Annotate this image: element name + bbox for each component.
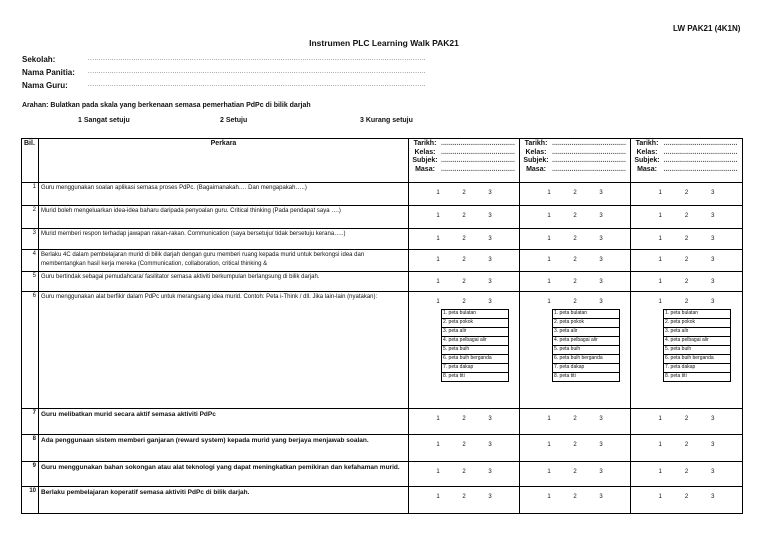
rating-scale <box>633 184 740 196</box>
rating-cell-2 <box>520 292 631 409</box>
rating-cell-2 <box>520 272 631 292</box>
rating-option-1[interactable]: 1 <box>658 299 662 305</box>
rating-scale <box>522 293 628 305</box>
item-number: 4 <box>22 250 39 272</box>
rating-option-3[interactable]: 3 <box>599 299 603 305</box>
obs-class-label: Kelas: <box>636 148 658 156</box>
checklist-item[interactable]: 2. peta pokok <box>664 319 731 328</box>
rating-option-1[interactable]: 1 <box>547 257 551 263</box>
obs-time-label: Masa: <box>637 165 657 173</box>
checklist-item[interactable]: 2. peta pokok <box>553 319 620 328</box>
rating-option-1[interactable]: 1 <box>436 494 440 500</box>
table-row <box>22 229 743 250</box>
rating-scale <box>522 436 628 448</box>
rating-cell-1 <box>409 292 520 409</box>
school-label: Sekolah: <box>22 55 56 64</box>
checklist-item[interactable]: 5. peta buih <box>442 346 509 355</box>
obs-subject-line[interactable]: ...................................... <box>663 157 738 164</box>
rating-scale <box>411 410 517 422</box>
checklist-item[interactable]: 8. peta titi <box>664 373 731 382</box>
checklist-item[interactable]: 7. peta dakap <box>664 364 731 373</box>
rating-option-3[interactable]: 3 <box>599 494 603 500</box>
thinking-map-checklist <box>663 309 731 382</box>
rating-option-3[interactable]: 3 <box>599 190 603 196</box>
rating-option-2[interactable]: 2 <box>573 416 577 422</box>
table-row <box>22 435 743 462</box>
rating-scale <box>411 463 517 475</box>
rating-option-2[interactable]: 2 <box>684 236 689 242</box>
table-row <box>22 183 743 206</box>
teacher-label: Nama Guru: <box>22 81 68 90</box>
rating-option-1[interactable]: 1 <box>436 416 440 422</box>
rating-option-3[interactable]: 3 <box>599 236 603 242</box>
table-header-row <box>22 139 743 183</box>
observation-2-header <box>520 139 631 183</box>
panel-label: Nama Panitia: <box>22 68 75 77</box>
rating-option-2[interactable]: 2 <box>684 213 689 219</box>
checklist-item[interactable]: 1. peta bulatan <box>553 310 620 319</box>
rating-option-2[interactable]: 2 <box>684 494 689 500</box>
scale-label-1: 1 Sangat setuju <box>78 117 130 124</box>
rating-scale <box>633 410 740 422</box>
rating-scale <box>411 436 517 448</box>
rating-option-3[interactable]: 3 <box>711 257 715 263</box>
table-row <box>22 462 743 487</box>
rating-option-2[interactable]: 2 <box>573 190 577 196</box>
rating-option-1[interactable]: 1 <box>658 469 662 475</box>
item-number: 2 <box>22 206 39 229</box>
table-row <box>22 409 743 435</box>
rating-scale <box>411 488 517 500</box>
checklist-item[interactable]: 3. peta alir <box>664 328 731 337</box>
rating-option-3[interactable]: 3 <box>711 213 715 219</box>
obs-class-label: Kelas: <box>414 148 436 156</box>
rating-scale <box>411 207 517 219</box>
item-number: 9 <box>22 462 39 487</box>
rating-option-2[interactable]: 2 <box>462 442 466 448</box>
rating-option-3[interactable]: 3 <box>488 213 492 219</box>
rating-cell-2 <box>520 183 631 206</box>
rating-cell-3 <box>631 487 743 514</box>
item-text: Murid boleh mengeluarkan idea-idea baharu daripada penyoalan guru. Critical thinking (Pada pendapat saya ….) <box>39 206 409 229</box>
rating-cell-3 <box>631 435 743 462</box>
rating-option-1[interactable]: 1 <box>436 257 440 263</box>
rating-option-2[interactable]: 2 <box>462 299 466 305</box>
rating-scale <box>522 463 628 475</box>
rating-cell-1 <box>409 487 520 514</box>
item-number: 10 <box>22 487 39 514</box>
rating-option-3[interactable]: 3 <box>488 279 492 285</box>
rating-option-3[interactable]: 3 <box>488 469 492 475</box>
rating-cell-3 <box>631 183 743 206</box>
rating-option-2[interactable]: 2 <box>462 257 466 263</box>
checklist-item[interactable]: 8. peta titi <box>553 373 620 382</box>
rating-option-3[interactable]: 3 <box>488 416 492 422</box>
rating-option-3[interactable]: 3 <box>711 190 715 196</box>
rating-scale <box>411 273 517 285</box>
rating-option-3[interactable]: 3 <box>711 469 715 475</box>
assessment-table <box>21 138 743 514</box>
rating-option-2[interactable]: 2 <box>684 469 689 475</box>
rating-option-1[interactable]: 1 <box>547 416 551 422</box>
table-row <box>22 250 743 272</box>
rating-scale <box>633 436 740 448</box>
rating-option-1[interactable]: 1 <box>547 442 551 448</box>
rating-cell-1 <box>409 272 520 292</box>
rating-option-1[interactable]: 1 <box>547 190 551 196</box>
rating-cell-3 <box>631 250 743 272</box>
item-number: 6 <box>22 292 39 409</box>
item-text: Murid memberi respon terhadap jawapan rakan-rakan. Communication (saya bersetuju/ tidak bersetuju kerana…..) <box>39 229 409 250</box>
rating-option-1[interactable]: 1 <box>547 213 551 219</box>
instruction-text: Arahan: Bulatkan pada skala yang berkenaan semasa pemerhatian PdPc di bilik darjah <box>22 102 311 109</box>
table-row <box>22 292 743 409</box>
rating-option-2[interactable]: 2 <box>573 469 577 475</box>
checklist-item[interactable]: 6. peta buih berganda <box>664 355 731 364</box>
rating-option-3[interactable]: 3 <box>711 299 715 305</box>
obs-time-line[interactable]: ...................................... <box>663 165 738 173</box>
form-title: Instrumen PLC Learning Walk PAK21 <box>309 38 459 48</box>
item-text: Guru menggunakan bahan sokongan atau alat teknologi yang dapat meningkatkan pemikiran dan kefahaman murid. <box>39 462 409 487</box>
rating-scale <box>633 293 740 305</box>
col-perkara-header: Perkara <box>39 139 409 183</box>
rating-option-3[interactable]: 3 <box>599 279 603 285</box>
obs-date-line[interactable]: ...................................... <box>663 140 738 147</box>
rating-option-2[interactable]: 2 <box>684 190 689 196</box>
checklist-item[interactable]: 4. peta pelbagai alir <box>442 337 509 346</box>
rating-cell-2 <box>520 409 631 435</box>
rating-cell-2 <box>520 206 631 229</box>
item-number: 7 <box>22 409 39 435</box>
checklist-item[interactable]: 3. peta alir <box>442 328 509 337</box>
obs-date-label: Tarikh: <box>413 140 437 147</box>
obs-time-line[interactable]: ...................................... <box>441 165 515 173</box>
rating-option-1[interactable]: 1 <box>436 190 440 196</box>
rating-cell-1 <box>409 435 520 462</box>
observation-1-header <box>409 139 520 183</box>
item-number: 1 <box>22 183 39 206</box>
obs-time-line[interactable]: ...................................... <box>552 165 626 173</box>
rating-cell-2 <box>520 229 631 250</box>
thinking-map-checklist <box>552 309 620 382</box>
rating-option-1[interactable]: 1 <box>547 279 551 285</box>
checklist-item[interactable]: 4. peta pelbagai alir <box>553 337 620 346</box>
obs-subject-line[interactable]: ...................................... <box>552 157 626 164</box>
rating-option-3[interactable]: 3 <box>488 299 492 305</box>
obs-class-label: Kelas: <box>525 148 547 156</box>
rating-option-1[interactable]: 1 <box>658 494 662 500</box>
table-body <box>22 183 743 514</box>
item-text: Ada penggunaan sistem memberi ganjaran (reward system) kepada murid yang berjaya menjawab soalan. <box>39 435 409 462</box>
rating-option-2[interactable]: 2 <box>684 299 689 305</box>
item-text: Guru melibatkan murid secara aktif semasa aktiviti PdPc <box>39 409 409 435</box>
obs-date-line[interactable]: ...................................... <box>552 140 626 147</box>
form-code: LW PAK21 (4K1N) <box>673 24 741 33</box>
rating-cell-2 <box>520 250 631 272</box>
rating-option-3[interactable]: 3 <box>488 236 492 242</box>
table-row <box>22 272 743 292</box>
rating-option-1[interactable]: 1 <box>547 469 551 475</box>
rating-option-1[interactable]: 1 <box>658 190 662 196</box>
rating-option-3[interactable]: 3 <box>599 257 603 263</box>
rating-option-3[interactable]: 3 <box>711 494 715 500</box>
rating-cell-3 <box>631 206 743 229</box>
table-row <box>22 206 743 229</box>
school-line[interactable]: ............................................................................................................................................................ <box>88 56 427 62</box>
checklist-item[interactable]: 3. peta alir <box>553 328 620 337</box>
rating-option-1[interactable]: 1 <box>436 236 440 242</box>
rating-option-1[interactable]: 1 <box>436 299 440 305</box>
checklist-item[interactable]: 7. peta dakap <box>442 364 509 373</box>
rating-option-3[interactable]: 3 <box>711 442 715 448</box>
rating-option-1[interactable]: 1 <box>658 416 662 422</box>
col-bil-header: Bil. <box>22 139 39 183</box>
rating-cell-3 <box>631 272 743 292</box>
rating-option-2[interactable]: 2 <box>684 416 689 422</box>
rating-option-3[interactable]: 3 <box>599 213 603 219</box>
item-text: Berlaku 4C dalam pembelajaran murid di bilik darjah dengan guru memberi ruang kepada murid untuk berkongsi idea dan membentangkan hasil kerja mereka (Communication, collaboration, critical thinking & <box>39 250 409 272</box>
checklist-item[interactable]: 1. peta bulatan <box>442 310 509 319</box>
obs-class-line[interactable]: ...................................... <box>552 148 626 156</box>
rating-scale <box>522 230 628 242</box>
rating-option-1[interactable]: 1 <box>436 469 440 475</box>
rating-option-2[interactable]: 2 <box>462 236 466 242</box>
rating-option-2[interactable]: 2 <box>684 442 689 448</box>
item-text: Guru menggunakan soalan aplikasi semasa proses PdPc. (Bagaimanakah…. Dan mengapakah…..) <box>39 183 409 206</box>
rating-option-3[interactable]: 3 <box>488 494 492 500</box>
rating-scale <box>633 488 740 500</box>
rating-option-1[interactable]: 1 <box>658 442 662 448</box>
rating-scale <box>522 207 628 219</box>
obs-time-label: Masa: <box>415 165 435 173</box>
rating-scale <box>633 463 740 475</box>
item-number: 8 <box>22 435 39 462</box>
rating-option-1[interactable]: 1 <box>547 299 551 305</box>
rating-option-2[interactable]: 2 <box>573 213 577 219</box>
thinking-map-checklist <box>441 309 509 382</box>
rating-option-2[interactable]: 2 <box>462 190 466 196</box>
rating-option-2[interactable]: 2 <box>573 494 577 500</box>
rating-scale <box>522 251 628 263</box>
rating-option-1[interactable]: 1 <box>658 257 662 263</box>
rating-option-1[interactable]: 1 <box>658 279 662 285</box>
obs-subject-label: Subjek: <box>523 157 549 164</box>
rating-option-1[interactable]: 1 <box>547 494 551 500</box>
rating-cell-2 <box>520 462 631 487</box>
obs-time-label: Masa: <box>526 165 546 173</box>
rating-option-2[interactable]: 2 <box>462 213 466 219</box>
observation-3-header <box>631 139 743 183</box>
obs-date-label: Tarikh: <box>524 140 548 147</box>
rating-cell-1 <box>409 206 520 229</box>
rating-cell-1 <box>409 183 520 206</box>
rating-option-3[interactable]: 3 <box>488 190 492 196</box>
rating-scale <box>411 293 517 305</box>
rating-option-1[interactable]: 1 <box>547 236 551 242</box>
rating-cell-1 <box>409 462 520 487</box>
rating-cell-3 <box>631 292 743 409</box>
rating-option-1[interactable]: 1 <box>436 442 440 448</box>
rating-cell-1 <box>409 229 520 250</box>
rating-scale <box>522 273 628 285</box>
rating-scale <box>411 184 517 196</box>
item-text: Guru menggunakan alat berfikir dalam PdPc untuk merangsang idea murid. Contoh: Peta i-Think / dll. Jika lain-lain (nyatakan): <box>39 292 409 409</box>
checklist-item[interactable]: 4. peta pelbagai alir <box>664 337 731 346</box>
rating-scale <box>633 273 740 285</box>
rating-option-3[interactable]: 3 <box>599 416 603 422</box>
rating-option-1[interactable]: 1 <box>658 236 662 242</box>
rating-option-2[interactable]: 2 <box>573 442 577 448</box>
checklist-item[interactable]: 5. peta buih <box>553 346 620 355</box>
obs-subject-label: Subjek: <box>412 157 438 164</box>
rating-scale <box>633 230 740 242</box>
rating-scale <box>522 488 628 500</box>
rating-option-3[interactable]: 3 <box>488 442 492 448</box>
rating-option-2[interactable]: 2 <box>684 257 689 263</box>
rating-option-3[interactable]: 3 <box>599 442 603 448</box>
item-number: 3 <box>22 229 39 250</box>
checklist-item[interactable]: 7. peta dakap <box>553 364 620 373</box>
panel-line[interactable]: ............................................................................................................................................................ <box>88 69 427 75</box>
rating-cell-3 <box>631 409 743 435</box>
rating-option-3[interactable]: 3 <box>488 257 492 263</box>
rating-cell-3 <box>631 462 743 487</box>
rating-option-2[interactable]: 2 <box>462 279 466 285</box>
checklist-item[interactable]: 8. peta titi <box>442 373 509 382</box>
scale-label-3: 3 Kurang setuju <box>360 117 413 124</box>
table-row <box>22 487 743 514</box>
obs-subject-label: Subjek: <box>634 157 660 164</box>
item-number: 5 <box>22 272 39 292</box>
teacher-line[interactable]: ............................................................................................................................................................ <box>88 82 427 88</box>
rating-option-3[interactable]: 3 <box>711 279 715 285</box>
rating-option-2[interactable]: 2 <box>573 257 577 263</box>
obs-subject-line[interactable]: ...................................... <box>441 157 515 164</box>
checklist-item[interactable]: 6. peta buih berganda <box>442 355 509 364</box>
rating-option-2[interactable]: 2 <box>684 279 689 285</box>
rating-scale <box>633 251 740 263</box>
rating-cell-3 <box>631 229 743 250</box>
rating-option-1[interactable]: 1 <box>658 213 662 219</box>
rating-option-3[interactable]: 3 <box>711 236 715 242</box>
rating-option-1[interactable]: 1 <box>436 279 440 285</box>
obs-date-line[interactable]: ...................................... <box>441 140 515 147</box>
rating-cell-1 <box>409 250 520 272</box>
checklist-item[interactable]: 1. peta bulatan <box>664 310 731 319</box>
rating-scale <box>522 184 628 196</box>
rating-scale <box>522 410 628 422</box>
rating-scale <box>633 207 740 219</box>
rating-option-2[interactable]: 2 <box>462 494 466 500</box>
obs-class-line[interactable]: ...................................... <box>441 148 515 156</box>
rating-option-3[interactable]: 3 <box>599 469 603 475</box>
rating-option-2[interactable]: 2 <box>573 279 577 285</box>
item-text: Berlaku pembelajaran koperatif semasa aktiviti PdPc di bilik darjah. <box>39 487 409 514</box>
rating-option-1[interactable]: 1 <box>436 213 440 219</box>
rating-option-2[interactable]: 2 <box>462 416 466 422</box>
rating-cell-2 <box>520 435 631 462</box>
rating-option-2[interactable]: 2 <box>573 236 577 242</box>
rating-scale <box>411 251 517 263</box>
checklist-item[interactable]: 5. peta buih <box>664 346 731 355</box>
rating-option-2[interactable]: 2 <box>573 299 577 305</box>
checklist-item[interactable]: 6. peta buih berganda <box>553 355 620 364</box>
rating-scale <box>411 230 517 242</box>
rating-cell-2 <box>520 487 631 514</box>
scale-label-2: 2 Setuju <box>220 117 248 124</box>
rating-cell-1 <box>409 409 520 435</box>
obs-date-label: Tarikh: <box>635 140 659 147</box>
rating-option-3[interactable]: 3 <box>711 416 715 422</box>
item-text: Guru bertindak sebagai pemudahcara/ fasilitator semasa aktiviti berkumpulan berlangsung di bilik darjah. <box>39 272 409 292</box>
rating-option-2[interactable]: 2 <box>462 469 466 475</box>
checklist-item[interactable]: 2. peta pokok <box>442 319 509 328</box>
obs-class-line[interactable]: ...................................... <box>663 148 738 156</box>
